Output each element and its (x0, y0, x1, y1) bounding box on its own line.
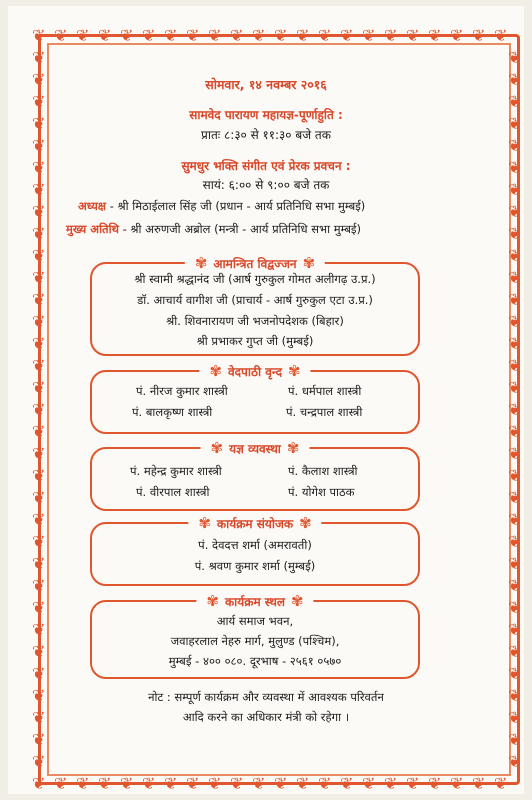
chief-guest-row (66, 222, 361, 237)
floral-ornament-icon: ❦ (508, 158, 522, 177)
floral-ornament-icon: ❦ (186, 774, 200, 793)
floral-ornament-icon: ❦ (32, 158, 46, 177)
floral-ornament-icon: ❦ (296, 26, 310, 45)
yajna-name: पं. कैलाश शास्त्री (288, 464, 358, 478)
yajna-time: प्रातः ८:३० से ११:३० बजे तक (201, 128, 331, 142)
scholar-line: श्री प्रभाकर गुप्त जी (मुम्बई) (196, 334, 314, 348)
president-label: अध्यक्ष (78, 199, 107, 213)
floral-ornament-icon: ❦ (54, 774, 68, 793)
floral-ornament-icon: ❦ (508, 488, 522, 507)
floral-ornament-icon: ❦ (32, 422, 46, 441)
floral-ornament-icon: ❦ (362, 774, 376, 793)
note-line-1: नोट : सम्पूर्ण कार्यक्रम और व्यवस्था में आवश्यक परिवर्तन (148, 690, 384, 704)
floral-ornament-icon: ❦ (508, 356, 522, 375)
floral-ornament-icon: ❦ (32, 708, 46, 727)
floral-ornament-icon: ❦ (508, 532, 522, 551)
floral-ornament-icon: ❦ (208, 774, 222, 793)
yajna-name: पं. महेन्द्र कुमार शास्त्री (130, 464, 222, 478)
floral-ornament-icon: ❦ (32, 466, 46, 485)
floral-ornament-icon: ❦ (472, 26, 486, 45)
floral-ornament-icon: ❦ (274, 774, 288, 793)
coordinator-line: पं. श्रवण कुमार शर्मा (मुम्बई) (194, 559, 316, 573)
floral-ornament-icon: ❦ (252, 774, 266, 793)
note-line-2: आदि करने का अधिकार मंत्री को रहेगा । (182, 710, 350, 724)
scholar-line: श्री. शिवनारायण जी भजनोपदेशक (बिहार) (166, 314, 344, 328)
vedpathi-name: पं. धर्मपाल शास्त्री (288, 384, 362, 398)
floral-ornament-icon: ❦ (508, 752, 522, 771)
vedpathi-heading (199, 363, 310, 380)
president-text: - श्री मिठाईलाल सिंह जी (प्रधान - आर्य प्रतिनिधि सभा मुम्बई) (109, 199, 366, 213)
yajna-box (90, 439, 420, 511)
floral-ornament-icon: ❦ (32, 686, 46, 705)
floral-ornament-icon: ❦ (32, 202, 46, 221)
floral-ornament-icon: ❦ (494, 774, 508, 793)
star-icon: ✾ (206, 592, 219, 610)
floral-ornament-icon: ❦ (508, 554, 522, 573)
floral-ornament-icon: ❦ (32, 532, 46, 551)
floral-ornament-icon: ❦ (508, 378, 522, 397)
scholars-title: आमन्त्रित विद्वज्जन (213, 257, 297, 271)
vedpathi-box (90, 362, 420, 434)
floral-ornament-icon: ❦ (508, 136, 522, 155)
vedpathi-name: पं. बालकृष्ण शास्त्री (132, 405, 213, 419)
floral-ornament-icon: ❦ (508, 510, 522, 529)
floral-ornament-icon: ❦ (508, 114, 522, 133)
floral-ornament-icon: ❦ (508, 598, 522, 617)
floral-ornament-icon: ❦ (508, 620, 522, 639)
floral-ornament-icon: ❦ (428, 774, 442, 793)
yajna-heading (201, 440, 310, 457)
vedpathi-name: पं. नीरज कुमार शास्त्री (136, 384, 228, 398)
floral-ornament-icon: ❦ (32, 334, 46, 353)
music-time: सायं: ६:०० से ९:०० बजे तक (202, 178, 330, 192)
floral-ornament-icon: ❦ (76, 774, 90, 793)
floral-ornament-icon: ❦ (450, 774, 464, 793)
floral-ornament-icon: ❦ (508, 400, 522, 419)
invitation-page (8, 6, 524, 794)
floral-ornament-icon: ❦ (32, 598, 46, 617)
floral-ornament-icon: ❦ (32, 752, 46, 771)
floral-ornament-icon: ❦ (32, 488, 46, 507)
star-icon: ✾ (194, 254, 208, 272)
floral-ornament-icon: ❦ (230, 26, 244, 45)
floral-ornament-icon: ❦ (508, 290, 522, 309)
floral-ornament-icon: ❦ (208, 26, 222, 45)
president-row (78, 199, 365, 214)
floral-ornament-icon: ❦ (164, 26, 178, 45)
yajna-title: यज्ञ व्यवस्था (229, 442, 281, 456)
venue-title: कार्यक्रम स्थल (224, 595, 286, 609)
floral-ornament-icon: ❦ (32, 400, 46, 419)
star-icon: ✾ (299, 514, 312, 532)
floral-ornament-icon: ❦ (32, 356, 46, 375)
floral-ornament-icon: ❦ (274, 26, 288, 45)
floral-ornament-icon: ❦ (142, 774, 156, 793)
floral-ornament-icon: ❦ (32, 444, 46, 463)
floral-ornament-icon: ❦ (142, 26, 156, 45)
floral-ornament-icon: ❦ (32, 48, 46, 67)
floral-ornament-icon: ❦ (164, 774, 178, 793)
vedpathi-name: पं. चन्द्रपाल शास्त्री (286, 405, 363, 419)
floral-ornament-icon: ❦ (32, 620, 46, 639)
floral-ornament-icon: ❦ (340, 26, 354, 45)
floral-ornament-icon: ❦ (508, 444, 522, 463)
coordinator-title: कार्यक्रम संयोजक (216, 517, 294, 531)
yajna-title: सामवेद पारायण महायज्ञ-पूर्णाहुति : (189, 108, 343, 122)
floral-ornament-icon: ❦ (32, 554, 46, 573)
venue-box (90, 592, 420, 679)
floral-ornament-icon: ❦ (508, 48, 522, 67)
floral-ornament-icon: ❦ (32, 136, 46, 155)
floral-ornament-icon: ❦ (32, 290, 46, 309)
floral-ornament-icon: ❦ (32, 268, 46, 287)
chief-guest-label: मुख्य अतिथि (66, 222, 119, 236)
scholar-line: श्री स्वामी श्रद्धानंद जी (आर्ष गुरुकुल गोमत अलीगढ़ उ.प्र.) (134, 272, 376, 286)
venue-heading (196, 593, 313, 610)
floral-ornament-icon: ❦ (384, 774, 398, 793)
floral-ornament-icon: ❦ (384, 26, 398, 45)
floral-ornament-icon: ❦ (54, 26, 68, 45)
floral-ornament-icon: ❦ (508, 466, 522, 485)
floral-ornament-icon: ❦ (32, 26, 46, 45)
yajna-name: पं. योगेश पाठक (288, 485, 355, 499)
floral-ornament-icon: ❦ (508, 334, 522, 353)
floral-ornament-icon: ❦ (252, 26, 266, 45)
star-icon: ✾ (286, 439, 300, 457)
star-icon: ✾ (287, 362, 301, 380)
floral-ornament-icon: ❦ (508, 686, 522, 705)
floral-ornament-icon: ❦ (32, 246, 46, 265)
floral-ornament-icon: ❦ (318, 26, 332, 45)
floral-ornament-icon: ❦ (120, 774, 134, 793)
star-icon: ✾ (302, 254, 316, 272)
star-icon: ✾ (209, 362, 223, 380)
floral-ornament-icon: ❦ (32, 114, 46, 133)
floral-ornament-icon: ❦ (32, 224, 46, 243)
floral-ornament-icon: ❦ (508, 224, 522, 243)
floral-ornament-icon: ❦ (340, 774, 354, 793)
yajna-name: पं. वीरपाल शास्त्री (136, 485, 210, 499)
venue-line: आर्य समाज भवन, (216, 614, 294, 628)
floral-ornament-icon: ❦ (508, 708, 522, 727)
floral-ornament-icon: ❦ (186, 26, 200, 45)
star-icon: ✾ (198, 514, 211, 532)
floral-ornament-icon: ❦ (98, 774, 112, 793)
chief-guest-text: - श्री अरुणजी अब्रोल (मन्त्री - आर्य प्रतिनिधि सभा मुम्बई) (122, 222, 362, 236)
star-icon: ✾ (210, 439, 224, 457)
floral-ornament-icon: ❦ (32, 664, 46, 683)
floral-ornament-icon: ❦ (508, 422, 522, 441)
floral-ornament-icon: ❦ (406, 26, 420, 45)
floral-ornament-icon: ❦ (508, 576, 522, 595)
floral-ornament-icon: ❦ (98, 26, 112, 45)
vedpathi-title: वेदपाठी वृन्द (228, 365, 282, 379)
floral-ornament-icon: ❦ (428, 26, 442, 45)
floral-ornament-icon: ❦ (508, 642, 522, 661)
floral-ornament-icon: ❦ (362, 26, 376, 45)
floral-ornament-icon: ❦ (508, 730, 522, 749)
floral-ornament-icon: ❦ (76, 26, 90, 45)
floral-ornament-icon: ❦ (508, 92, 522, 111)
event-date: सोमवार, १४ नवम्बर २०१६ (205, 77, 327, 92)
star-icon: ✾ (291, 592, 304, 610)
floral-ornament-icon: ❦ (406, 774, 420, 793)
floral-ornament-icon: ❦ (32, 70, 46, 89)
floral-ornament-icon: ❦ (472, 774, 486, 793)
floral-ornament-icon: ❦ (230, 774, 244, 793)
floral-ornament-icon: ❦ (508, 202, 522, 221)
scholar-line: डॉ. आचार्य वागीश जी (प्राचार्य - आर्ष गुरुकुल एटा उ.प्र.) (137, 293, 373, 307)
floral-ornament-icon: ❦ (508, 246, 522, 265)
floral-ornament-icon: ❦ (32, 774, 46, 793)
floral-ornament-icon: ❦ (32, 378, 46, 397)
floral-ornament-icon: ❦ (450, 26, 464, 45)
floral-ornament-icon: ❦ (296, 774, 310, 793)
coordinator-line: पं. देवदत्त शर्मा (अमरावती) (198, 538, 312, 552)
scholars-box (90, 254, 420, 356)
floral-ornament-icon: ❦ (508, 664, 522, 683)
floral-ornament-icon: ❦ (32, 312, 46, 331)
coordinator-heading (188, 515, 321, 532)
venue-line: मुम्बई - ४०० ०८०. दूरभाष - २५६१ ०५७० (168, 654, 342, 668)
floral-ornament-icon: ❦ (32, 92, 46, 111)
floral-ornament-icon: ❦ (508, 268, 522, 287)
floral-ornament-icon: ❦ (32, 576, 46, 595)
floral-ornament-icon: ❦ (120, 26, 134, 45)
floral-ornament-icon: ❦ (32, 730, 46, 749)
floral-ornament-icon: ❦ (508, 70, 522, 89)
music-title: सुमधुर भक्ति संगीत एवं प्रेरक प्रवचन : (181, 159, 351, 173)
coordinator-box (90, 514, 420, 586)
scholars-heading (185, 255, 325, 272)
floral-ornament-icon: ❦ (32, 642, 46, 661)
floral-ornament-icon: ❦ (508, 312, 522, 331)
floral-ornament-icon: ❦ (508, 180, 522, 199)
floral-ornament-icon: ❦ (318, 774, 332, 793)
floral-ornament-icon: ❦ (494, 26, 508, 45)
floral-ornament-icon: ❦ (32, 510, 46, 529)
venue-line: जवाहरलाल नेहरु मार्ग, मुलुण्ड (पश्चिम), (170, 634, 340, 648)
floral-ornament-icon: ❦ (32, 180, 46, 199)
